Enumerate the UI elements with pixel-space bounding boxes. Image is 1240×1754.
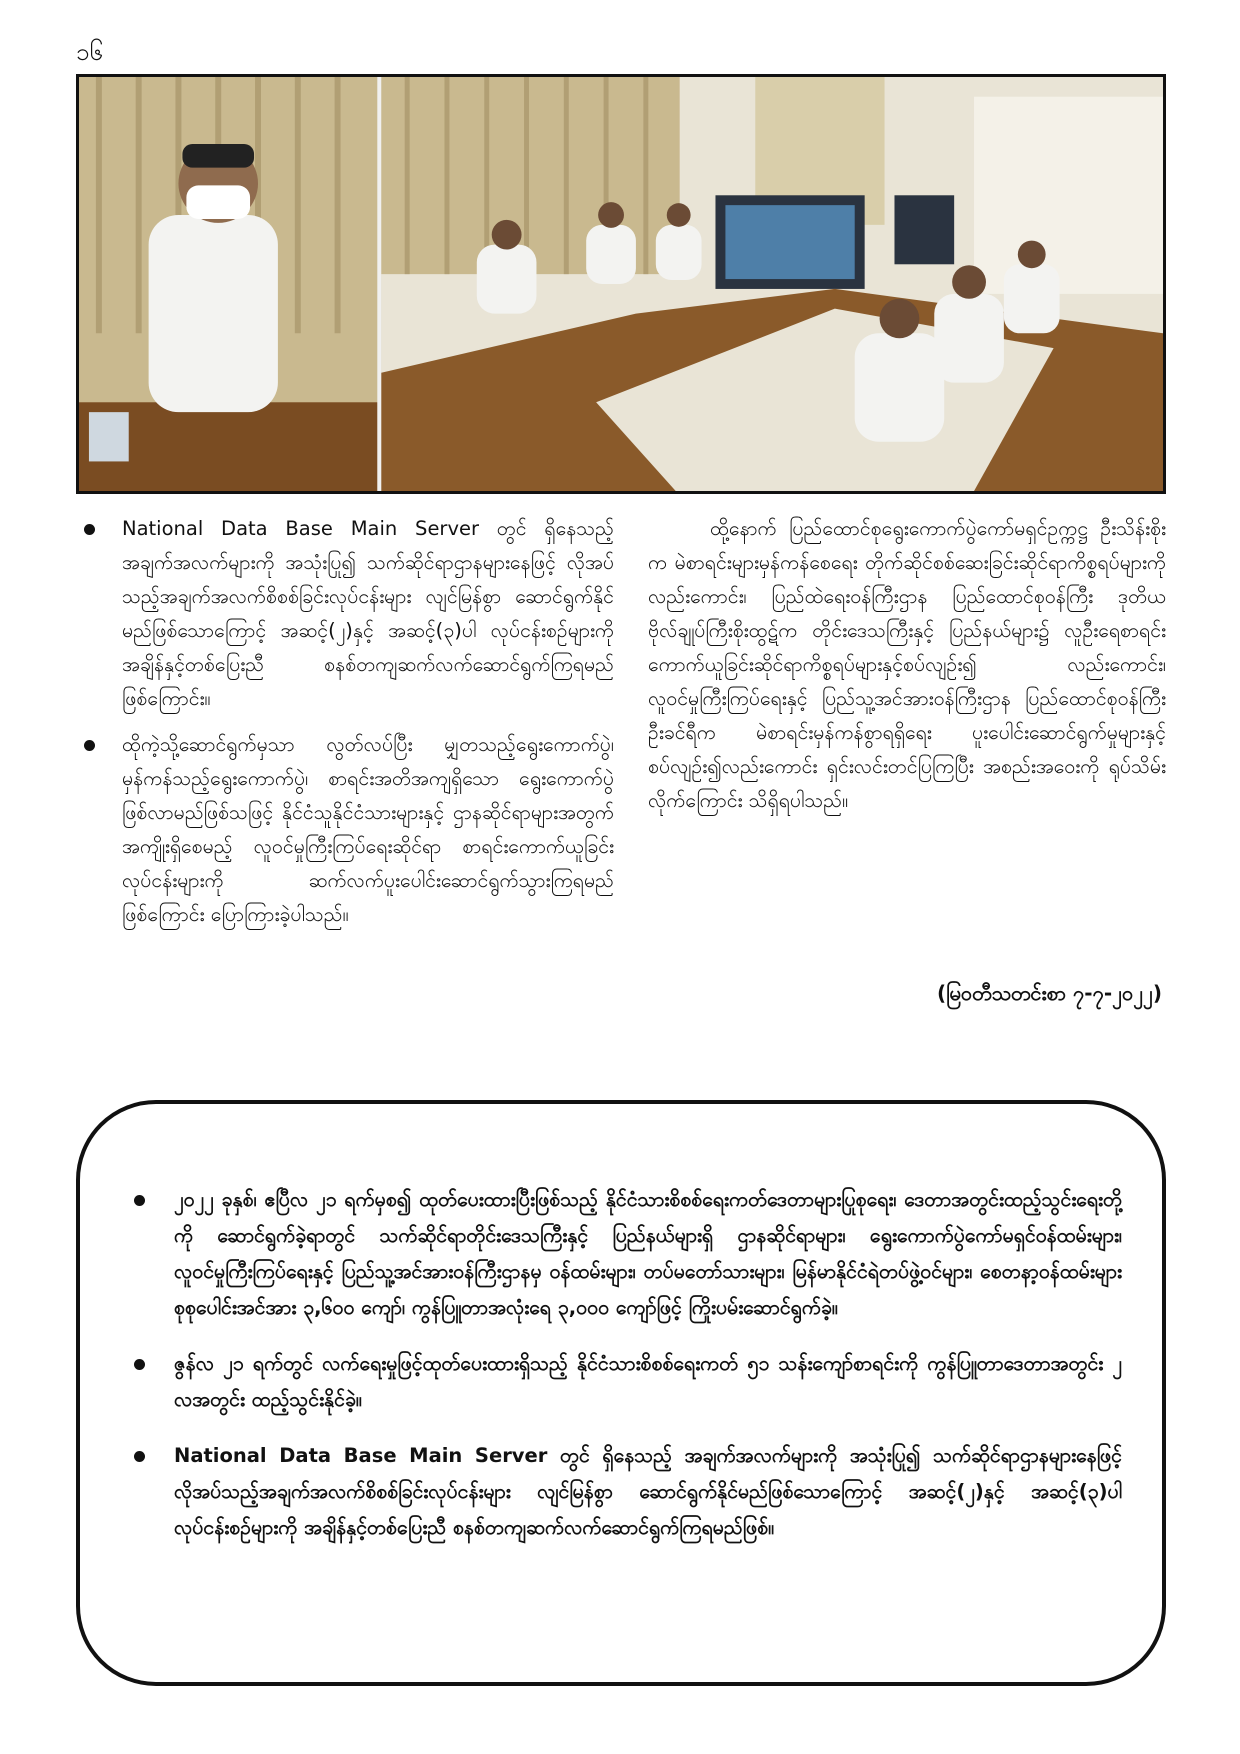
list-item-text: National Data Base Main Server တွင် ရှိနေသည့် အချက်အလက်များကို အသုံးပြု၍ သက်ဆိုင်ရာဌာနများနေဖြင့် လိုအပ်သည့်အချက်အလက်စိစစ်ခြင်းလုပ်ငန်းများ လျင်မြန်စွာ ဆောင်ရွက်နိုင်မည်ဖြစ်သောကြောင့် အဆင့်(၂)နှင့် အဆင့်(၃)ပါ လုပ်ငန်းစဉ်များကို အချိန်နှင့်တစ်ပြေးညီ စနစ်တကျဆက်လက်ဆောင်ရွက်ကြရမည်ဖြစ်။ bbox=[174, 1444, 1122, 1539]
right-column bbox=[648, 512, 1166, 818]
meeting-photo-icon bbox=[79, 77, 1163, 491]
list-item-text: ထိုကဲ့သို့ဆောင်ရွက်မှသာ လွတ်လပ်ပြီး မျှတသည့်ရွေးကောက်ပွဲ၊ မှန်ကန်သည့်ရွေးကောက်ပွဲ၊ စာရင်းအတိအကျရှိသော ရွေးကောက်ပွဲဖြစ်လာမည်ဖြစ်သဖြင့် နိုင်ငံသူနိုင်ငံသားများနှင့် ဌာနဆိုင်ရာများအတွက် အကျိုးရှိစေမည့် လူဝင်မှုကြီးကြပ်ရေးဆိုင်ရာ စာရင်းကောက်ယူခြင်းလုပ်ငန်းများကို ဆက်လက်ပူးပေါင်းဆောင်ရွက်သွားကြရမည်ဖြစ်ကြောင်း ပြောကြားခဲ့ပါသည်။ bbox=[122, 733, 614, 926]
list-item bbox=[84, 728, 614, 932]
list-item bbox=[134, 1438, 1122, 1546]
list-item-text: ဇွန်လ ၂၁ ရက်တွင် လက်ရေးမှုဖြင့်ထုတ်ပေးထားရှိသည့် နိုင်ငံသားစိစစ်ရေးကတ် ၅၁ သန်းကျော်စာရင်းကို ကွန်ပြူတာဒေတာအတွင်း ၂ လအတွင်း ထည့်သွင်းနိုင်ခဲ့။ bbox=[174, 1352, 1122, 1411]
source-citation: (မြဝတီသတင်းစာ ၇-၇-၂၀၂၂) bbox=[936, 981, 1162, 1005]
body-paragraph: ထို့နောက် ပြည်ထောင်စုရွေးကောက်ပွဲကော်မရှင်ဥက္ကဋ္ဌ ဦးသိန်းစိုးက မဲစာရင်းများမှန်ကန်စေရေး တိုက်ဆိုင်စစ်ဆေးခြင်းဆိုင်ရာကိစ္စရပ်များကိုလည်းကောင်း၊ ပြည်ထဲရေးဝန်ကြီးဌာန ပြည်ထောင်စုဝန်ကြီး ဒုတိယဗိုလ်ချုပ်ကြီးစိုးထွဋ်က တိုင်းဒေသကြီးနှင့် ပြည်နယ်များ၌ လူဦးရေစာရင်းကောက်ယူခြင်းဆိုင်ရာကိစ္စရပ်များနှင့်စပ်လျဉ်း၍ လည်းကောင်း၊ လူဝင်မှုကြီးကြပ်ရေးနှင့် ပြည်သူ့အင်အားဝန်ကြီးဌာန ပြည်ထောင်စုဝန်ကြီး ဦးခင်ရီက မဲစာရင်းမှန်ကန်စွာရရှိရေး ပူးပေါင်းဆောင်ရွက်မှုများနှင့်စပ်လျဉ်း၍လည်းကောင်း ရှင်းလင်းတင်ပြကြပြီး အစည်းအဝေးကို ရုပ်သိမ်းလိုက်ကြောင်း သိရှိရပါသည်။ bbox=[648, 517, 1166, 812]
summary-callout-box bbox=[76, 1100, 1166, 1686]
bullet-icon bbox=[84, 740, 95, 751]
list-item bbox=[134, 1346, 1122, 1418]
page-number: ၁၆ bbox=[76, 38, 103, 66]
bullet-icon bbox=[84, 524, 95, 535]
list-item bbox=[134, 1182, 1122, 1326]
list-item-text: ၂၀၂၂ ခုနှစ်၊ ဧပြီလ ၂၁ ရက်မှစ၍ ထုတ်ပေးထားပြီးဖြစ်သည့် နိုင်ငံသားစိစစ်ရေးကတ်ဒေတာများပြုစုရေး၊ ဒေတာအတွင်းထည့်သွင်းရေးတို့ကို ဆောင်ရွက်ခဲ့ရာတွင် သက်ဆိုင်ရာတိုင်းဒေသကြီးနှင့် ပြည်နယ်များရှိ ဌာနဆိုင်ရာများ၊ ရွေးကောက်ပွဲကော်မရှင်ဝန်ထမ်းများ၊ လူဝင်မှုကြီးကြပ်ရေးနှင့် ပြည်သူ့အင်အားဝန်ကြီးဌာနမှ ဝန်ထမ်းများ၊ တပ်မတော်သားများ၊ မြန်မာနိုင်ငံရဲတပ်ဖွဲ့ဝင်များ၊ စေတနာ့ဝန်ထမ်းများ စုစုပေါင်းအင်အား ၃,၆၀၀ ကျော်၊ ကွန်ပြူတာအလုံးရေ ၃,၀၀၀ ကျော်ဖြင့် ကြိုးပမ်းဆောင်ရွက်ခဲ့။ bbox=[174, 1188, 1122, 1319]
bullet-icon bbox=[134, 1195, 145, 1206]
list-item bbox=[84, 512, 614, 716]
bullet-icon bbox=[134, 1451, 145, 1462]
meeting-photo bbox=[76, 74, 1166, 494]
list-item-text: National Data Base Main Server တွင် ရှိနေသည့် အချက်အလက်များကို အသုံးပြု၍ သက်ဆိုင်ရာဌာနများနေဖြင့် လိုအပ်သည့်အချက်အလက်စိစစ်ခြင်းလုပ်ငန်းများ လျင်မြန်စွာ ဆောင်ရွက်နိုင်မည်ဖြစ်သောကြောင့် အဆင့်(၂)နှင့် အဆင့်(၃)ပါ လုပ်ငန်းစဉ်များကို အချိန်နှင့်တစ်ပြေးညီ စနစ်တကျဆက်လက်ဆောင်ရွက်ကြရမည်ဖြစ်ကြောင်း။ bbox=[122, 517, 614, 710]
bullet-icon bbox=[134, 1359, 145, 1370]
left-column bbox=[84, 512, 614, 944]
